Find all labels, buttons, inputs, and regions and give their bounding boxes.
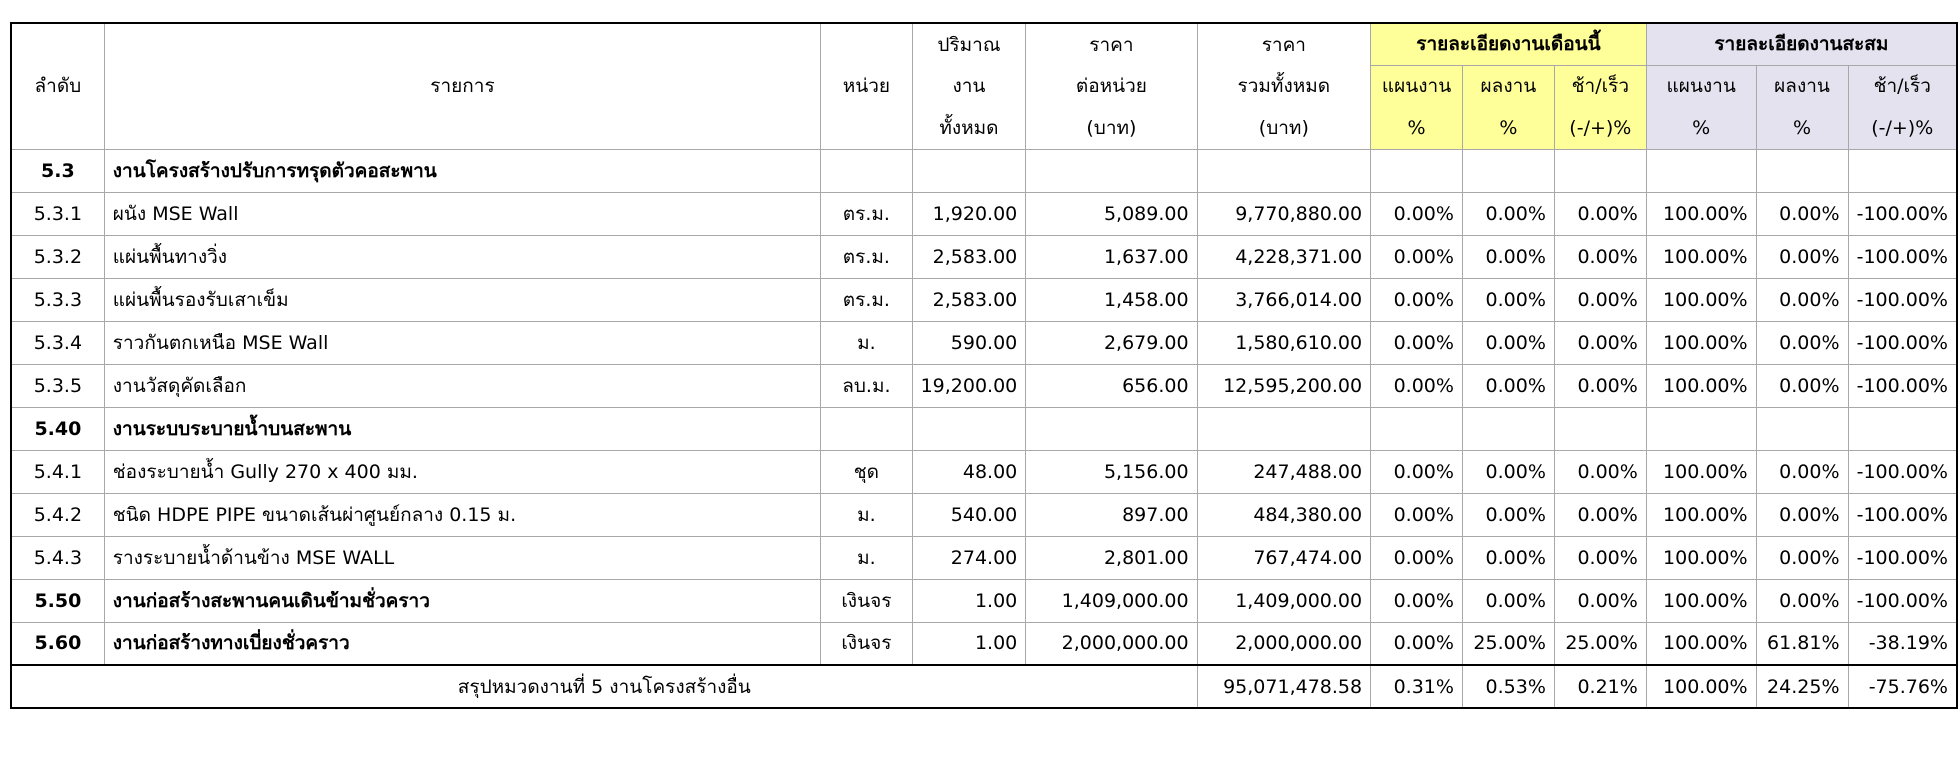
row-month-plan: 0.00% xyxy=(1371,579,1463,622)
row-description: งานวัสดุคัดเลือก xyxy=(104,364,820,407)
summary-cum-diff: -75.76% xyxy=(1848,665,1957,708)
row-qty: 2,583.00 xyxy=(912,278,1026,321)
row-month-result: 0.00% xyxy=(1462,536,1554,579)
section-row xyxy=(11,149,1957,192)
row-cum-result xyxy=(1756,149,1848,192)
summary-cum-result: 24.25% xyxy=(1756,665,1848,708)
row-unit-price: 5,156.00 xyxy=(1026,450,1197,493)
section-row xyxy=(11,407,1957,450)
row-cum-result: 0.00% xyxy=(1756,192,1848,235)
row-qty: 19,200.00 xyxy=(912,364,1026,407)
row-cum-result xyxy=(1756,407,1848,450)
row-month-diff: 0.00% xyxy=(1554,364,1646,407)
progress-table xyxy=(10,22,1958,709)
row-month-result: 25.00% xyxy=(1462,622,1554,665)
table-header xyxy=(11,23,1957,149)
row-cum-plan: 100.00% xyxy=(1646,536,1756,579)
row-total-price: 247,488.00 xyxy=(1197,450,1371,493)
header-total-price-line3: (บาท) xyxy=(1197,107,1371,149)
row-cum-diff xyxy=(1848,149,1957,192)
row-month-diff: 25.00% xyxy=(1554,622,1646,665)
header-this-month: รายละเอียดงานเดือนนี้ xyxy=(1371,23,1647,65)
row-description: งานก่อสร้างทางเบี่ยงชั่วคราว xyxy=(104,622,820,665)
row-description: งานโครงสร้างปรับการทรุดตัวคอสะพาน xyxy=(104,149,820,192)
table-row xyxy=(11,278,1957,321)
row-number: 5.3.3 xyxy=(11,278,104,321)
row-cum-diff: -100.00% xyxy=(1848,579,1957,622)
row-cum-result: 0.00% xyxy=(1756,235,1848,278)
row-qty: 274.00 xyxy=(912,536,1026,579)
row-unit-price: 2,000,000.00 xyxy=(1026,622,1197,665)
row-month-plan: 0.00% xyxy=(1371,450,1463,493)
header-unit-price-line3: (บาท) xyxy=(1026,107,1197,149)
row-total-price: 3,766,014.00 xyxy=(1197,278,1371,321)
row-unit-price: 2,679.00 xyxy=(1026,321,1197,364)
row-month-plan: 0.00% xyxy=(1371,321,1463,364)
row-unit-price: 897.00 xyxy=(1026,493,1197,536)
row-cum-diff: -100.00% xyxy=(1848,192,1957,235)
row-total-price: 767,474.00 xyxy=(1197,536,1371,579)
row-qty xyxy=(912,407,1026,450)
row-month-diff: 0.00% xyxy=(1554,321,1646,364)
row-unit: ตร.ม. xyxy=(821,235,912,278)
row-unit-price: 1,637.00 xyxy=(1026,235,1197,278)
row-total-price: 2,000,000.00 xyxy=(1197,622,1371,665)
row-month-diff: 0.00% xyxy=(1554,192,1646,235)
row-month-diff: 0.00% xyxy=(1554,278,1646,321)
row-month-result: 0.00% xyxy=(1462,364,1554,407)
header-unit-price-line2: ต่อหน่วย xyxy=(1026,65,1197,107)
row-unit-price: 1,409,000.00 xyxy=(1026,579,1197,622)
row-description: ผนัง MSE Wall xyxy=(104,192,820,235)
row-month-result: 0.00% xyxy=(1462,579,1554,622)
row-unit-price: 5,089.00 xyxy=(1026,192,1197,235)
row-total-price xyxy=(1197,149,1371,192)
row-month-result: 0.00% xyxy=(1462,493,1554,536)
row-cum-plan: 100.00% xyxy=(1646,579,1756,622)
row-month-plan: 0.00% xyxy=(1371,364,1463,407)
header-qty-line2: งาน xyxy=(912,65,1026,107)
row-total-price: 4,228,371.00 xyxy=(1197,235,1371,278)
row-month-result: 0.00% xyxy=(1462,192,1554,235)
row-number: 5.50 xyxy=(11,579,104,622)
row-month-result: 0.00% xyxy=(1462,235,1554,278)
header-cum-diff-unit: (-/+)% xyxy=(1848,107,1957,149)
row-total-price: 1,580,610.00 xyxy=(1197,321,1371,364)
row-total-price: 12,595,200.00 xyxy=(1197,364,1371,407)
header-qty-line1: ปริมาณ xyxy=(912,23,1026,65)
header-cumulative: รายละเอียดงานสะสม xyxy=(1646,23,1957,65)
table-row xyxy=(11,493,1957,536)
header-cum-diff: ช้า/เร็ว xyxy=(1848,65,1957,107)
row-cum-result: 0.00% xyxy=(1756,493,1848,536)
summary-month-plan: 0.31% xyxy=(1371,665,1463,708)
row-month-result: 0.00% xyxy=(1462,450,1554,493)
row-number: 5.40 xyxy=(11,407,104,450)
row-cum-diff xyxy=(1848,407,1957,450)
row-unit: เงินจร xyxy=(821,622,912,665)
row-qty: 1.00 xyxy=(912,622,1026,665)
header-qty-line3: ทั้งหมด xyxy=(912,107,1026,149)
row-cum-plan: 100.00% xyxy=(1646,321,1756,364)
header-unit-price-line1: ราคา xyxy=(1026,23,1197,65)
row-qty: 540.00 xyxy=(912,493,1026,536)
row-number: 5.4.1 xyxy=(11,450,104,493)
header-item: รายการ xyxy=(104,23,820,149)
row-cum-result: 0.00% xyxy=(1756,321,1848,364)
row-number: 5.4.2 xyxy=(11,493,104,536)
row-unit: ตร.ม. xyxy=(821,278,912,321)
header-cum-result-unit: % xyxy=(1756,107,1848,149)
row-cum-plan xyxy=(1646,407,1756,450)
row-unit-price: 1,458.00 xyxy=(1026,278,1197,321)
row-month-plan: 0.00% xyxy=(1371,192,1463,235)
header-cum-result: ผลงาน xyxy=(1756,65,1848,107)
row-description: แผ่นพื้นทางวิ่ง xyxy=(104,235,820,278)
row-total-price: 1,409,000.00 xyxy=(1197,579,1371,622)
row-unit: ม. xyxy=(821,321,912,364)
table-row xyxy=(11,192,1957,235)
row-month-plan: 0.00% xyxy=(1371,536,1463,579)
row-cum-plan: 100.00% xyxy=(1646,364,1756,407)
row-month-result: 0.00% xyxy=(1462,278,1554,321)
table-row xyxy=(11,364,1957,407)
summary-month-result: 0.53% xyxy=(1462,665,1554,708)
row-cum-diff: -100.00% xyxy=(1848,450,1957,493)
row-month-plan: 0.00% xyxy=(1371,278,1463,321)
header-total-price-line1: ราคา xyxy=(1197,23,1371,65)
row-description: รางระบายน้ำด้านข้าง MSE WALL xyxy=(104,536,820,579)
row-cum-plan: 100.00% xyxy=(1646,278,1756,321)
summary-month-diff: 0.21% xyxy=(1554,665,1646,708)
row-number: 5.3 xyxy=(11,149,104,192)
row-cum-diff: -100.00% xyxy=(1848,364,1957,407)
row-cum-plan xyxy=(1646,149,1756,192)
row-number: 5.3.4 xyxy=(11,321,104,364)
row-month-result xyxy=(1462,149,1554,192)
row-qty: 2,583.00 xyxy=(912,235,1026,278)
row-month-diff: 0.00% xyxy=(1554,450,1646,493)
row-number: 5.4.3 xyxy=(11,536,104,579)
row-qty xyxy=(912,149,1026,192)
row-cum-plan: 100.00% xyxy=(1646,622,1756,665)
table-row xyxy=(11,622,1957,665)
row-unit-price xyxy=(1026,149,1197,192)
summary-label: สรุปหมวดงานที่ 5 งานโครงสร้างอื่น xyxy=(11,665,1197,708)
table-row xyxy=(11,579,1957,622)
row-number: 5.3.1 xyxy=(11,192,104,235)
row-month-diff: 0.00% xyxy=(1554,536,1646,579)
header-month-plan-unit: % xyxy=(1371,107,1463,149)
table-row xyxy=(11,321,1957,364)
header-month-diff-unit: (-/+)% xyxy=(1554,107,1646,149)
row-cum-plan: 100.00% xyxy=(1646,192,1756,235)
row-month-diff xyxy=(1554,407,1646,450)
row-cum-result: 61.81% xyxy=(1756,622,1848,665)
header-month-diff: ช้า/เร็ว xyxy=(1554,65,1646,107)
row-unit: ชุด xyxy=(821,450,912,493)
row-number: 5.60 xyxy=(11,622,104,665)
row-cum-result: 0.00% xyxy=(1756,364,1848,407)
header-cum-plan-unit: % xyxy=(1646,107,1756,149)
row-description: ชนิด HDPE PIPE ขนาดเส้นผ่าศูนย์กลาง 0.15 ม. xyxy=(104,493,820,536)
row-cum-diff: -100.00% xyxy=(1848,235,1957,278)
row-qty: 1.00 xyxy=(912,579,1026,622)
row-cum-diff: -100.00% xyxy=(1848,493,1957,536)
row-unit-price: 2,801.00 xyxy=(1026,536,1197,579)
row-description: ช่องระบายน้ำ Gully 270 x 400 มม. xyxy=(104,450,820,493)
header-order: ลำดับ xyxy=(11,23,104,149)
row-number: 5.3.5 xyxy=(11,364,104,407)
table-row xyxy=(11,450,1957,493)
row-unit: ม. xyxy=(821,536,912,579)
row-cum-result: 0.00% xyxy=(1756,579,1848,622)
row-unit: ตร.ม. xyxy=(821,192,912,235)
table-row xyxy=(11,536,1957,579)
row-cum-diff: -100.00% xyxy=(1848,278,1957,321)
row-unit-price: 656.00 xyxy=(1026,364,1197,407)
row-cum-result: 0.00% xyxy=(1756,536,1848,579)
row-cum-diff: -100.00% xyxy=(1848,536,1957,579)
row-qty: 48.00 xyxy=(912,450,1026,493)
summary-cum-plan: 100.00% xyxy=(1646,665,1756,708)
row-unit xyxy=(821,149,912,192)
row-month-diff: 0.00% xyxy=(1554,579,1646,622)
summary-total: 95,071,478.58 xyxy=(1197,665,1371,708)
row-month-plan: 0.00% xyxy=(1371,235,1463,278)
row-total-price xyxy=(1197,407,1371,450)
table-row xyxy=(11,235,1957,278)
row-cum-plan: 100.00% xyxy=(1646,493,1756,536)
row-month-diff: 0.00% xyxy=(1554,235,1646,278)
row-unit-price xyxy=(1026,407,1197,450)
row-number: 5.3.2 xyxy=(11,235,104,278)
row-month-diff: 0.00% xyxy=(1554,493,1646,536)
row-description: งานก่อสร้างสะพานคนเดินข้ามชั่วคราว xyxy=(104,579,820,622)
header-month-result: ผลงาน xyxy=(1462,65,1554,107)
row-unit: เงินจร xyxy=(821,579,912,622)
header-month-result-unit: % xyxy=(1462,107,1554,149)
row-cum-result: 0.00% xyxy=(1756,278,1848,321)
row-month-result xyxy=(1462,407,1554,450)
row-unit xyxy=(821,407,912,450)
row-total-price: 484,380.00 xyxy=(1197,493,1371,536)
row-description: งานระบบระบายน้ำบนสะพาน xyxy=(104,407,820,450)
row-month-plan: 0.00% xyxy=(1371,622,1463,665)
table-body xyxy=(11,149,1957,665)
header-total-price-line2: รวมทั้งหมด xyxy=(1197,65,1371,107)
table-summary xyxy=(11,665,1957,708)
row-unit: ลบ.ม. xyxy=(821,364,912,407)
row-month-plan xyxy=(1371,149,1463,192)
row-cum-diff: -100.00% xyxy=(1848,321,1957,364)
header-cum-plan: แผนงาน xyxy=(1646,65,1756,107)
row-month-diff xyxy=(1554,149,1646,192)
row-cum-plan: 100.00% xyxy=(1646,235,1756,278)
row-month-plan: 0.00% xyxy=(1371,493,1463,536)
row-cum-plan: 100.00% xyxy=(1646,450,1756,493)
header-unit: หน่วย xyxy=(821,23,912,149)
row-qty: 590.00 xyxy=(912,321,1026,364)
header-month-plan: แผนงาน xyxy=(1371,65,1463,107)
row-cum-diff: -38.19% xyxy=(1848,622,1957,665)
row-unit: ม. xyxy=(821,493,912,536)
row-month-result: 0.00% xyxy=(1462,321,1554,364)
row-cum-result: 0.00% xyxy=(1756,450,1848,493)
row-month-plan xyxy=(1371,407,1463,450)
row-description: แผ่นพื้นรองรับเสาเข็ม xyxy=(104,278,820,321)
row-total-price: 9,770,880.00 xyxy=(1197,192,1371,235)
row-description: ราวกันตกเหนือ MSE Wall xyxy=(104,321,820,364)
row-qty: 1,920.00 xyxy=(912,192,1026,235)
